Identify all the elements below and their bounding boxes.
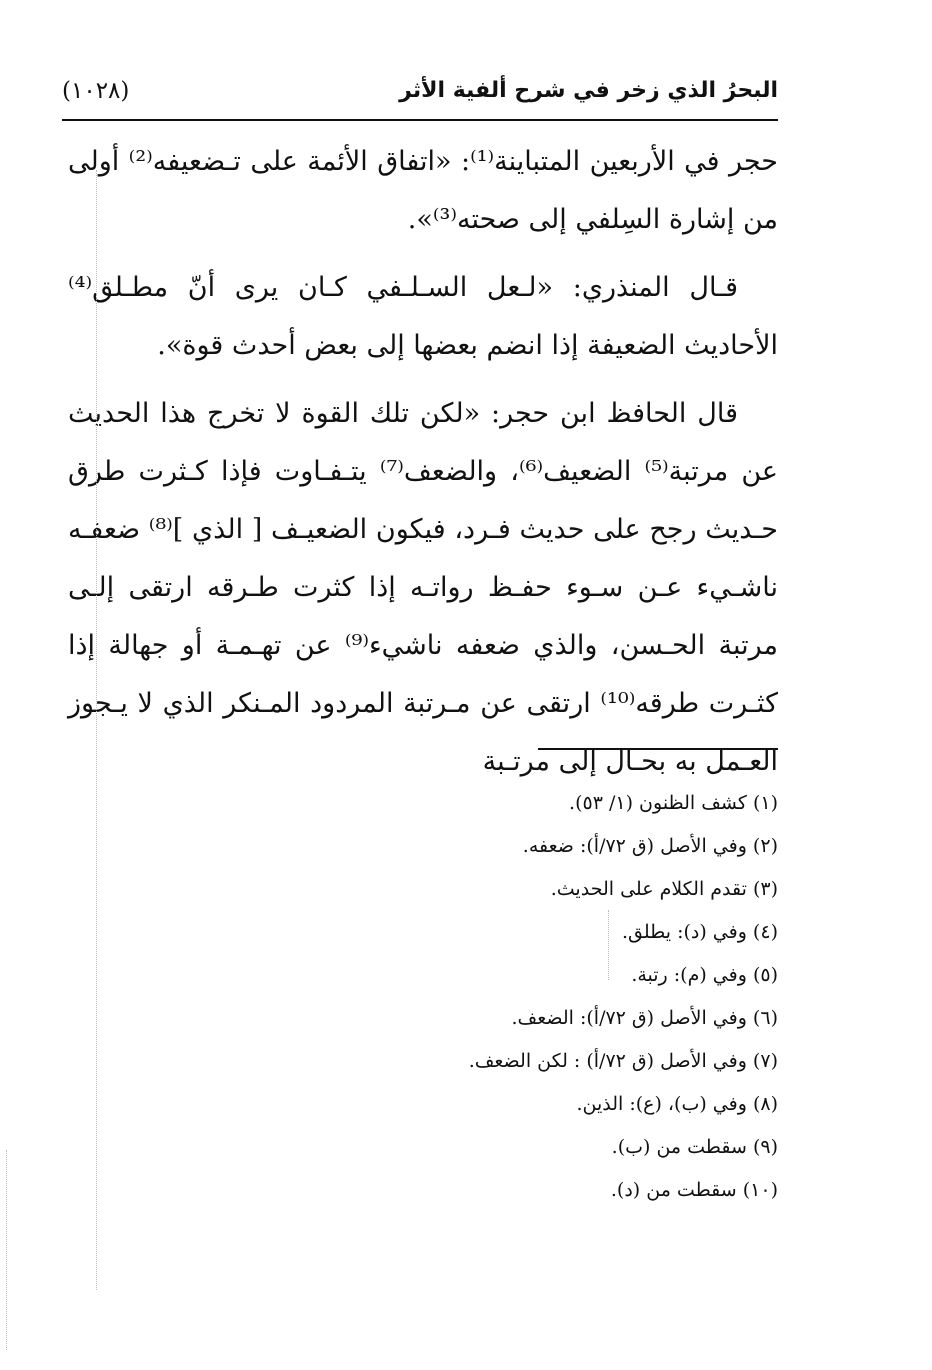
footnote: (٦) وفي الأصل (ق ٧٢/أ): الضعف. [511, 1007, 778, 1029]
scan-artifact [96, 170, 97, 1290]
footnote: (٧) وفي الأصل (ق ٧٢/أ) : لكن الضعف. [468, 1050, 778, 1072]
scan-artifact [6, 1150, 7, 1350]
footnote: (١) كشف الظنون (١/ ٥٣). [569, 792, 778, 814]
footnote: (١٠) سقطت من (د). [610, 1179, 778, 1201]
paragraph: حجر في الأربعين المتباينة⁽¹⁾: «اتفاق الأئمة على تـضعيفه⁽²⁾ أولى من إشارة السِلفي إلى صحته⁽³⁾». [68, 146, 778, 235]
paragraph: قـال المنذري: «لـعل السـلـفي كـان يرى أنّ مطـلق⁽⁴⁾ الأحاديث الضعيفة إذا انضم بعضها إلى بعض أحدث قوة». [68, 272, 778, 361]
page-header [62, 72, 778, 118]
page-number: (١٠٢٨) [62, 78, 130, 104]
header-rule [62, 119, 778, 121]
footnote: (٩) سقطت من (ب). [611, 1136, 778, 1158]
footnote-separator [538, 748, 778, 750]
main-text [68, 133, 778, 791]
running-title: البحرُ الذي زخر في شرح ألفية الأثر [399, 78, 778, 103]
footnote: (٣) تقدم الكلام على الحديث. [550, 878, 778, 900]
footnote: (٨) وفي (ب)، (ع): الذين. [576, 1093, 778, 1115]
scan-artifact [608, 910, 609, 980]
paragraph: قال الحافظ ابن حجر: «لكن تلك القوة لا تخرج هذا الحديث عن مرتبة⁽⁵⁾ الضعيف⁽⁶⁾، والضعف⁽⁷⁾ يتـفـاوت فإذا كـثرت طرق حـديث رجح على حديث فـرد، فيكون الضعيـف [ الذي ]⁽⁸⁾ ضعفـه ناشـيء عـن سـوء حفـظ رواتـه إذا كثرت طـرقه ارتقى إلـى مرتبة الحـسن، والذي ضعفه ناشيء⁽⁹⁾ عن تهـمـة أو جهالة إذا كثـرت طرقه⁽¹⁰⁾ ارتقى عن مـرتبة المردود المـنكر الذي لا يـجوز العـمل به بحـال إلى مرتـبة [68, 398, 779, 777]
footnote: (٢) وفي الأصل (ق ٧٢/أ): ضعفه. [522, 835, 778, 857]
footnote: (٤) وفي (د): يطلق. [621, 921, 778, 943]
footnotes-list [218, 782, 778, 1212]
footnote: (٥) وفي (م): رتبة. [631, 964, 778, 986]
